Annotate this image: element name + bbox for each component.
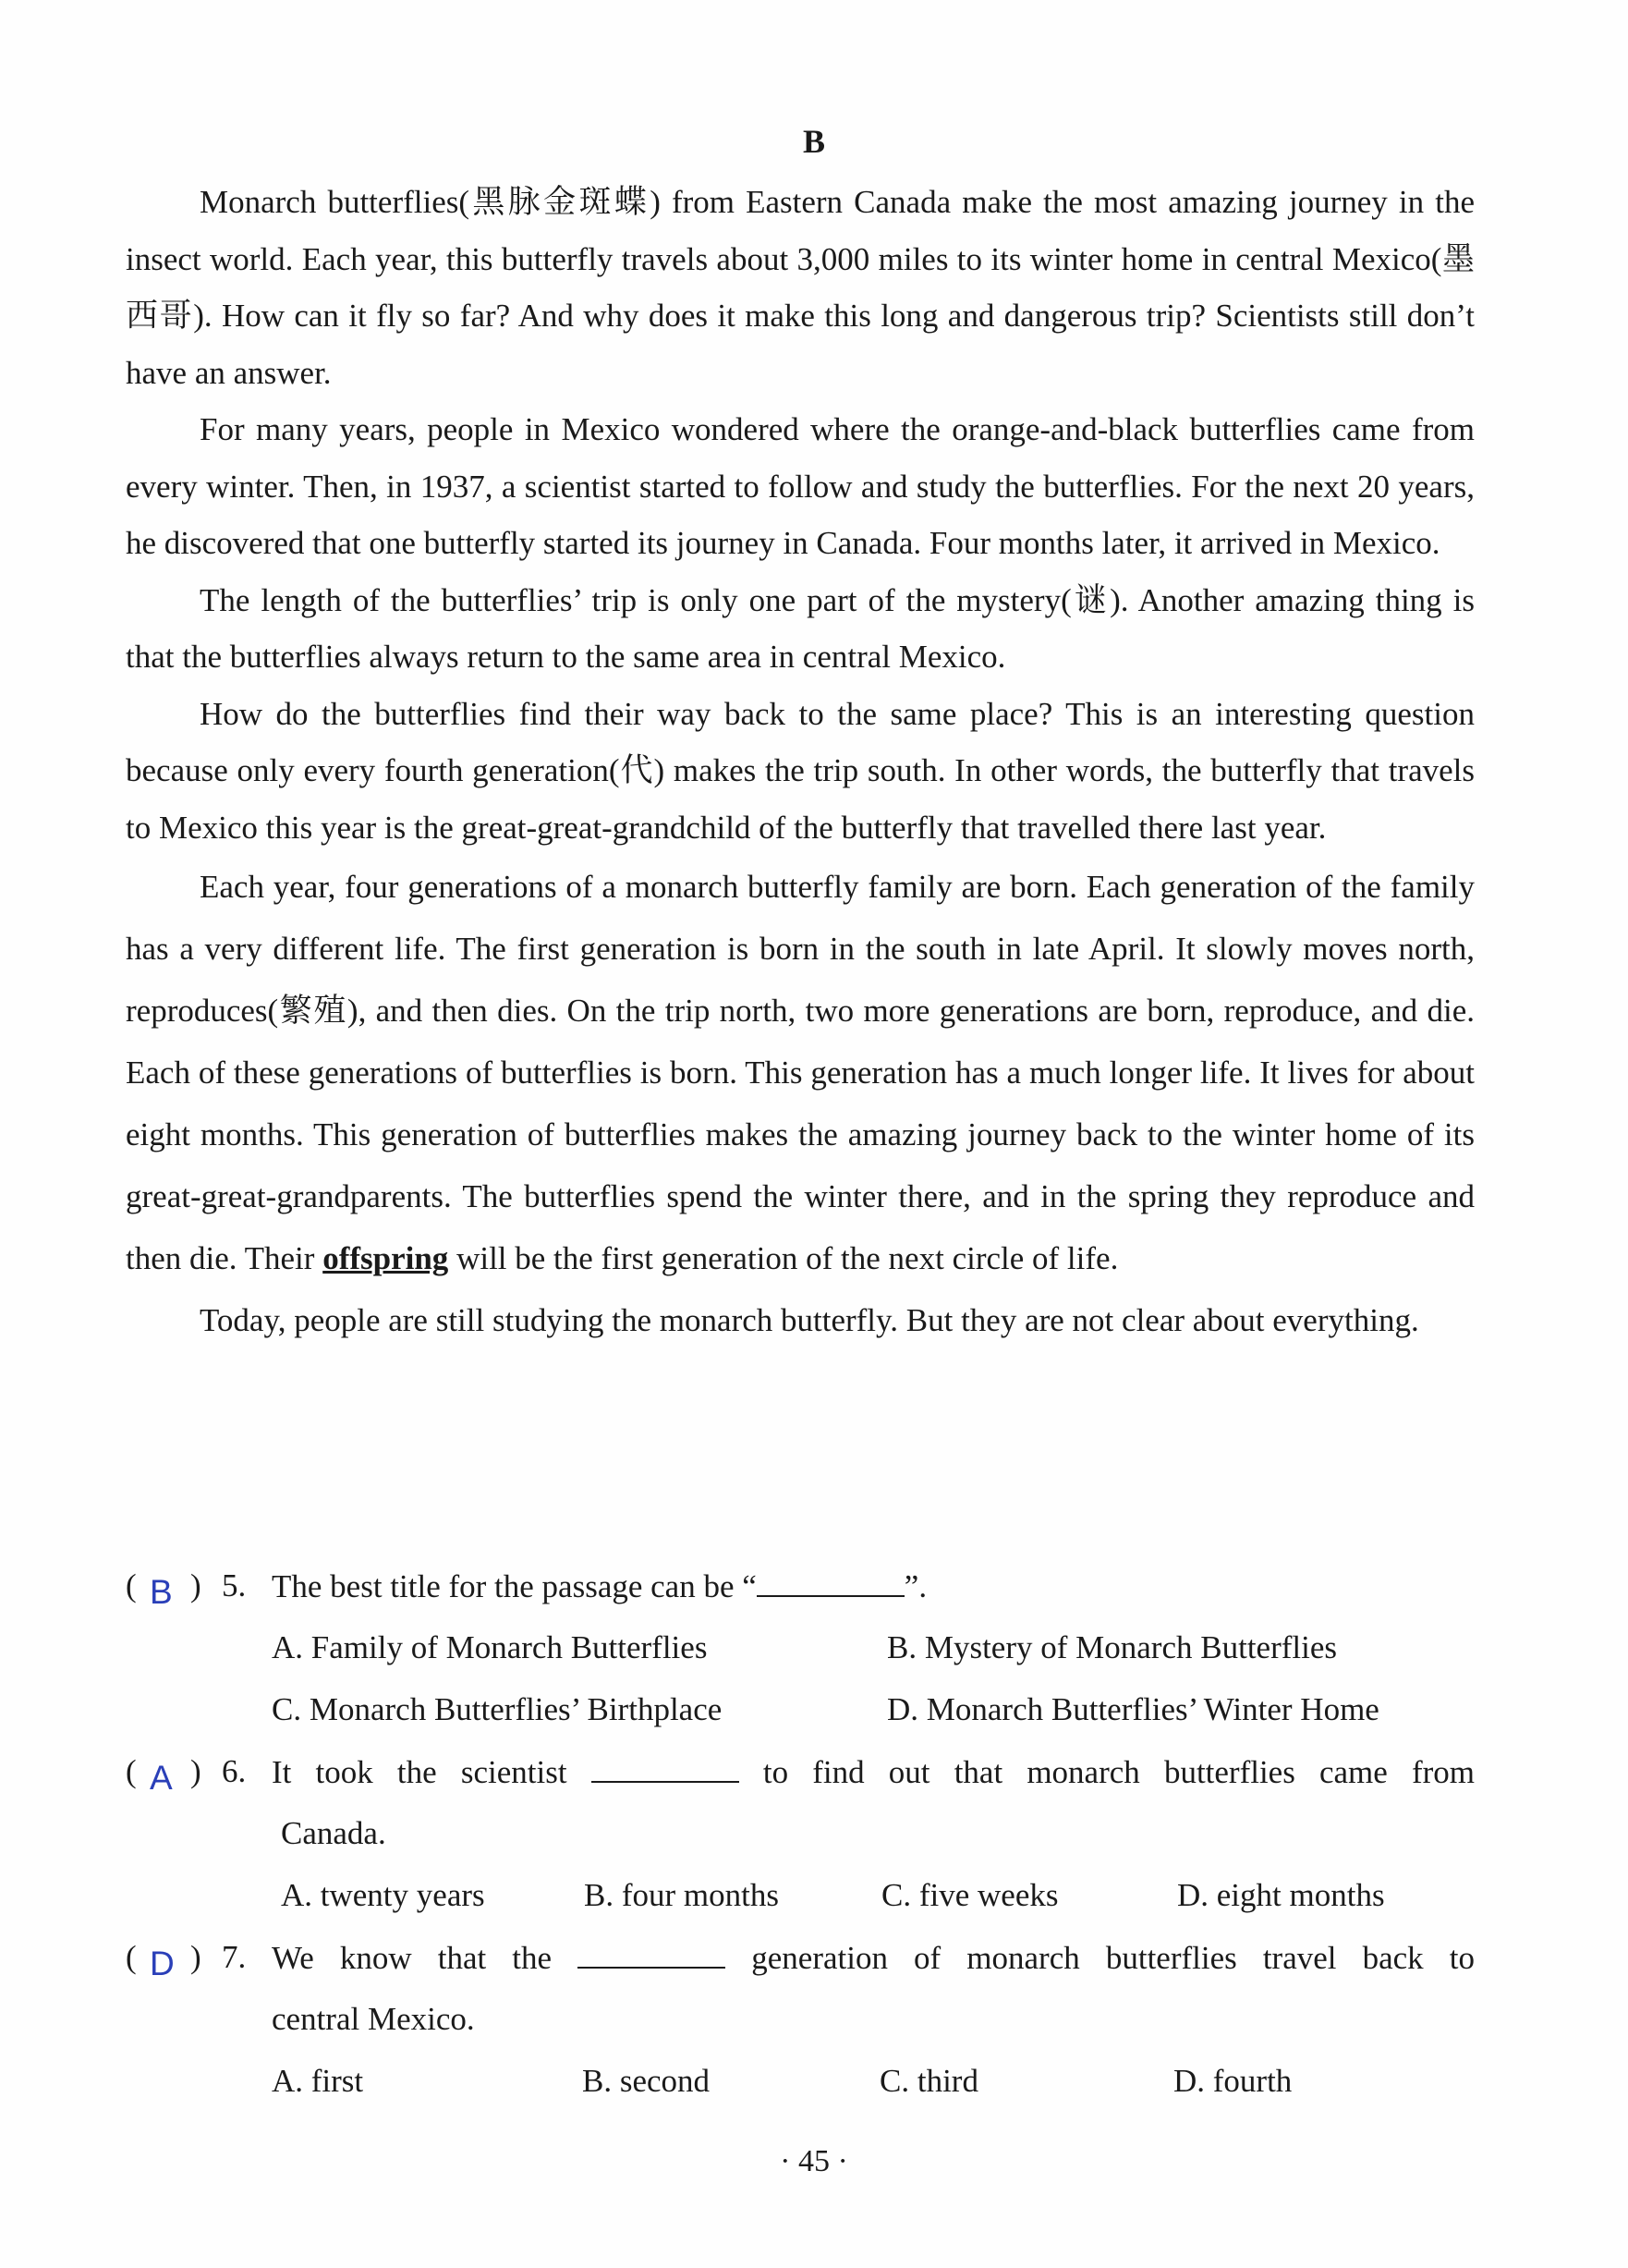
close-paren: ) (190, 1753, 201, 1789)
option-a: A. first (272, 2063, 364, 2099)
stem-text-end: ”. (904, 1568, 928, 1604)
question-number: 6. (222, 1753, 247, 1789)
question-5 (126, 1567, 1475, 1629)
options-row (126, 1877, 1475, 1939)
section-title: B (802, 123, 825, 160)
answer-mark: D (150, 1945, 175, 1982)
questions (126, 1567, 1475, 2125)
option-a: A. twenty years (281, 1877, 485, 1913)
option-c: C. third (880, 2063, 978, 2099)
question-continuation (126, 2001, 1475, 2063)
paragraph-4: How do the butterflies find their way back to the same place? This is an interesting question because only every fourth generation(代) makes the trip south. In other words, the butterfly that travels to Mexico this year is the great-great-grandchild of the butterfly that travelled there last year. (126, 695, 1475, 846)
paragraph-5 (126, 856, 1475, 1289)
answer-mark: A (150, 1759, 173, 1797)
close-paren: ) (190, 1567, 201, 1603)
stem-text-end: generation of monarch butterflies travel back to (751, 1940, 1475, 1976)
answer-blank (591, 1753, 739, 1783)
paragraph-6: Today, people are still studying the monarch butterfly. But they are not clear about everything. (200, 1302, 1419, 1338)
stem-text: It took the scientist (272, 1754, 567, 1790)
stem-text: We know that the (272, 1940, 553, 1976)
question-stem (272, 1753, 1475, 1791)
options-row (126, 1691, 1475, 1753)
answer-blank (577, 1939, 725, 1969)
option-d: D. fourth (1173, 2063, 1293, 2099)
stem-continuation: Canada. (281, 1815, 386, 1851)
question-6 (126, 1753, 1475, 1815)
question-stem (272, 1939, 1475, 1977)
option-c: C. Monarch Butterflies’ Birthplace (272, 1691, 723, 1727)
option-b: B. second (582, 2063, 711, 2099)
option-c: C. five weeks (881, 1877, 1059, 1913)
open-paren: ( (126, 1753, 137, 1789)
options-row (126, 2063, 1475, 2125)
question-7 (126, 1939, 1475, 2001)
close-paren: ) (190, 1939, 201, 1975)
stem-text-end: to find out that monarch butterflies came from (762, 1754, 1476, 1790)
question-number: 7. (222, 1939, 247, 1975)
options-row (126, 1629, 1475, 1691)
question-continuation (126, 1815, 1475, 1877)
option-b: B. four months (584, 1877, 779, 1913)
paragraph-1: Monarch butterflies(黑脉金斑蝶) from Eastern Canada make the most amazing journey in the insect world. Each year, this butterfly travels about 3,000 miles to its winter home in central Mexico(墨西哥). How can it fly so far? And why does it make this long and dangerous trip? Scientists still don’t have an answer. (126, 184, 1475, 391)
page-number: · 45 · (780, 2144, 848, 2178)
paragraph-2: For many years, people in Mexico wondered where the orange-and-black butterflies came from every winter. Then, in 1937, a scientist started to follow and study the butterflies. For the next 20 years, he discovered that one butterfly started its journey in Canada. Four months later, it arrived in Mexico. (126, 411, 1475, 561)
option-d: D. eight months (1177, 1877, 1385, 1913)
paragraph-5-text: Each year, four generations of a monarch butterfly family are born. Each generation of the family has a very different life. The first generation is born in the south in late April. It slowly moves north, reproduces(繁殖), and then dies. On the trip north, two more generations are born, reproduce, and die. Each of these generations of butterflies is born. This generation has a much longer life. It lives for about eight months. This generation of butterflies makes the amazing journey back to the winter home of its great-great-grandparents. The butterflies spend the winter there, and in the spring they reproduce and then die. Their (126, 869, 1475, 1276)
paragraph-5-end: will be the first generation of the next circle of life. (456, 1240, 1119, 1276)
stem-text: The best title for the passage can be “ (272, 1568, 757, 1604)
option-d: D. Monarch Butterflies’ Winter Home (887, 1691, 1379, 1727)
open-paren: ( (126, 1567, 137, 1603)
answer-blank (757, 1567, 905, 1597)
question-stem (272, 1567, 927, 1605)
open-paren: ( (126, 1939, 137, 1975)
stem-continuation: central Mexico. (272, 2001, 475, 2037)
reading-passage (126, 174, 1475, 1351)
option-a: A. Family of Monarch Butterflies (272, 1629, 708, 1665)
option-b: B. Mystery of Monarch Butterflies (887, 1629, 1337, 1665)
answer-mark: B (150, 1573, 173, 1611)
question-number: 5. (222, 1567, 247, 1603)
keyword-offspring: offspring (322, 1240, 449, 1276)
paragraph-3: The length of the butterflies’ trip is only one part of the mystery(谜). Another amazing thing is that the butterflies always return to the same area in central Mexico. (126, 581, 1475, 675)
